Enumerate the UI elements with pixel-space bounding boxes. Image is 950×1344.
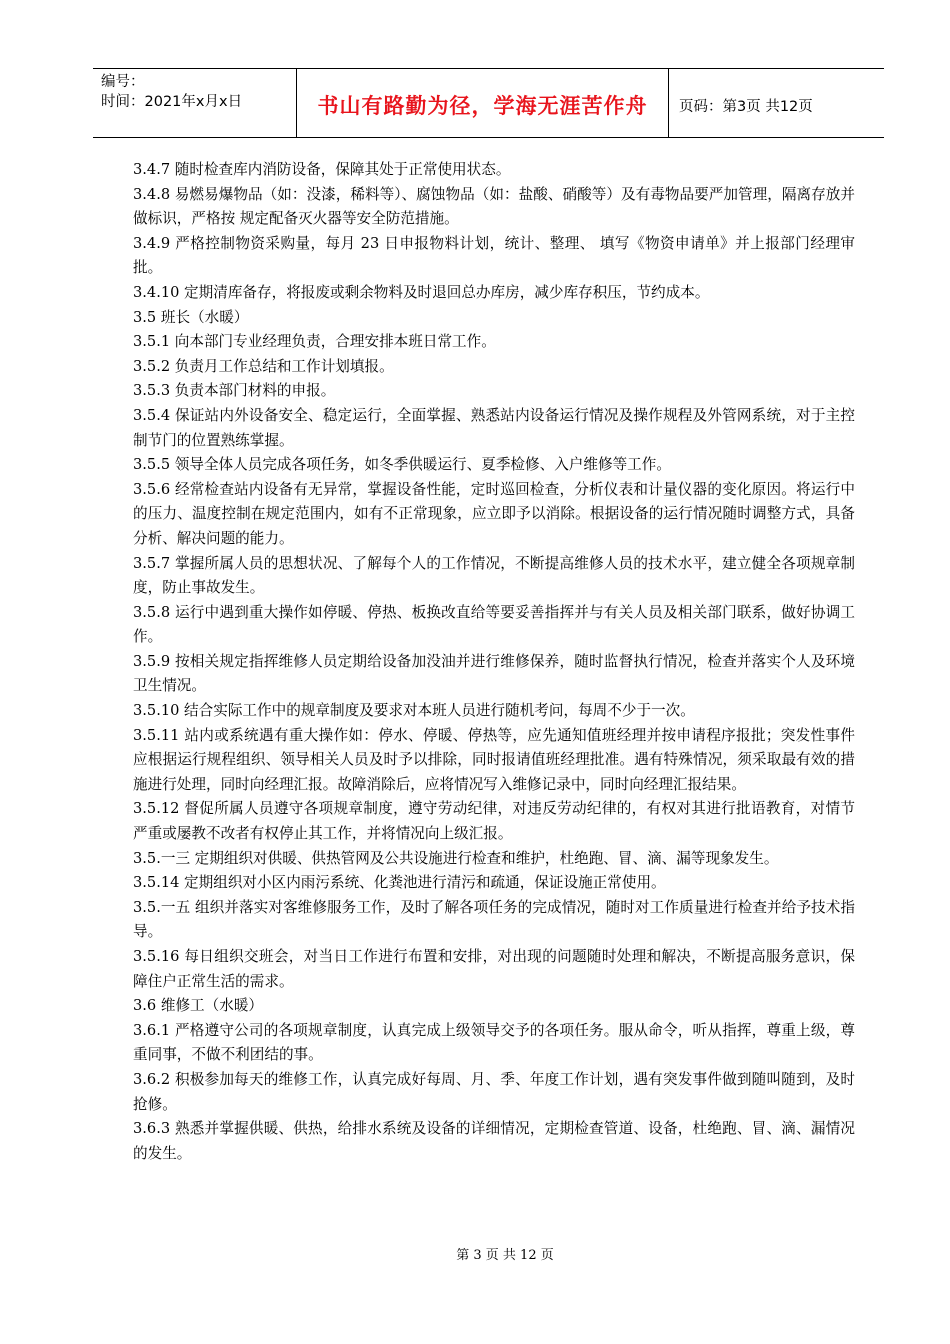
body-paragraph: 3.5.一五 组织并落实对客维修服务工作，及时了解各项任务的完成情况，随时对工作质量进行检查并给予技术指导。 bbox=[133, 898, 855, 941]
header-page-info: 页码：第3页 共12页 bbox=[679, 98, 813, 115]
body-paragraph: 3.5.5 领导全体人员完成各项任务，如冬季供暖运行、夏季检修、入户维修等工作。 bbox=[133, 456, 671, 474]
body-paragraph: 3.4.7 随时检查库内消防设备，保障其处于正常使用状态。 bbox=[133, 161, 511, 178]
header-meta bbox=[93, 69, 296, 137]
body-paragraph: 3.5.4 保证站内外设备安全、稳定运行，全面掌握、熟悉站内设备运行情况及操作规程及外管网系统，对于主控制节门的位置熟练掌握。 bbox=[133, 406, 855, 449]
body-paragraph: 3.6.2 积极参加每天的维修工作，认真完成好每周、月、季、年度工作计划，遇有突发事件做到随叫随到，及时抢修。 bbox=[133, 1070, 855, 1113]
body-paragraph: 3.6 维修工（水暖） bbox=[133, 997, 264, 1015]
body-paragraph: 3.5.9 按相关规定指挥维修人员定期给设备加没油并进行维修保养，随时监督执行情况，检查并落实个人及环境卫生情况。 bbox=[133, 652, 855, 695]
body-paragraph: 3.5.一三 定期组织对供暖、供热管网及公共设施进行检查和维护，杜绝跑、冒、滴、漏等现象发生。 bbox=[133, 849, 779, 867]
body-paragraph: 3.5.8 运行中遇到重大操作如停暖、停热、板换改直给等要妥善指挥并与有关人员及相关部门联系，做好协调工作。 bbox=[133, 603, 855, 646]
body-paragraph: 3.5.12 督促所属人员遵守各项规章制度，遵守劳动纪律，对违反劳动纪律的，有权对其进行批语教育，对情节严重或屡教不改者有权停止其工作，并将情况向上级汇报。 bbox=[133, 800, 855, 843]
document-number-label: 编号： bbox=[101, 74, 145, 90]
body-paragraph: 3.4.10 定期清库备存，将报废或剩余物料及时退回总办库房，减少库存积压，节约成本。 bbox=[133, 283, 710, 301]
document-time: 时间：2021年x月x日 bbox=[101, 94, 243, 110]
body-paragraph: 3.5.7 掌握所属人员的思想状况、了解每个人的工作情况，不断提高维修人员的技术水平，建立健全各项规章制度，防止事故发生。 bbox=[133, 554, 855, 597]
body-paragraph: 3.6.3 熟悉并掌握供暖、供热，给排水系统及设备的详细情况，定期检查管道、设备，杜绝跑、冒、滴、漏情况的发生。 bbox=[133, 1120, 855, 1162]
body-paragraph: 3.5.11 站内或系统遇有重大操作如：停水、停暖、停热等，应先通知值班经理并按申请程序报批；突发性事件应根据运行规程组织、领导相关人员及时予以排除，同时报请值班经理批准。遇有特殊情况，须采取最有效的措施进行处理，同时向经理汇报。故障消除后，应将情况写入维修记录中，同时向经理汇报结果。 bbox=[133, 726, 855, 793]
page-footer bbox=[0, 1244, 950, 1263]
document-body bbox=[133, 158, 855, 1166]
body-paragraph: 3.4.8 易燃易爆物品（如：没漆，稀料等）、腐蚀物品（如：盐酸、硝酸等）及有毒物品要严加管理，隔离存放并做标识，严格按 规定配备灭火器等安全防范措施。 bbox=[133, 185, 855, 228]
body-paragraph: 3.5.2 负责月工作总结和工作计划填报。 bbox=[133, 357, 394, 375]
body-paragraph: 3.5.3 负责本部门材料的申报。 bbox=[133, 382, 336, 400]
header-motto: 书山有路勤为径，学海无涯苦作舟 bbox=[296, 69, 669, 137]
body-paragraph: 3.5.6 经常检查站内设备有无异常，掌握设备性能，定时巡回检查，分析仪表和计量仪器的变化原因。将运行中的压力、温度控制在规定范围内，如有不正常现象，应立即予以消除。根据设备的运行情况随时调整方式，具备分析、解决问题的能力。 bbox=[133, 480, 855, 547]
body-paragraph: 3.5.14 定期组织对小区内雨污系统、化粪池进行清污和疏通，保证设施正常使用。 bbox=[133, 874, 666, 892]
body-paragraph: 3.5.10 结合实际工作中的规章制度及要求对本班人员进行随机考问，每周不少于一次。 bbox=[133, 702, 695, 720]
body-paragraph: 3.6.1 严格遵守公司的各项规章制度，认真完成上级领导交予的各项任务。服从命令，听从指挥，尊重上级，尊重同事，不做不利团结的事。 bbox=[133, 1021, 855, 1064]
page-header bbox=[93, 68, 884, 138]
body-paragraph: 3.5.16 每日组织交班会，对当日工作进行布置和安排，对出现的问题随时处理和解决，不断提高服务意识，保障住户正常生活的需求。 bbox=[133, 948, 855, 990]
body-paragraph: 3.4.9 严格控制物资采购量，每月 23 日申报物料计划，统计、整理、 填写《物资申请单》并上报部门经理审批。 bbox=[133, 234, 855, 277]
body-paragraph: 3.5.1 向本部门专业经理负责，合理安排本班日常工作。 bbox=[133, 333, 496, 351]
footer-page-number: 第 3 页 共 12 页 bbox=[456, 1248, 554, 1263]
body-paragraph: 3.5 班长（水暖） bbox=[133, 308, 249, 326]
